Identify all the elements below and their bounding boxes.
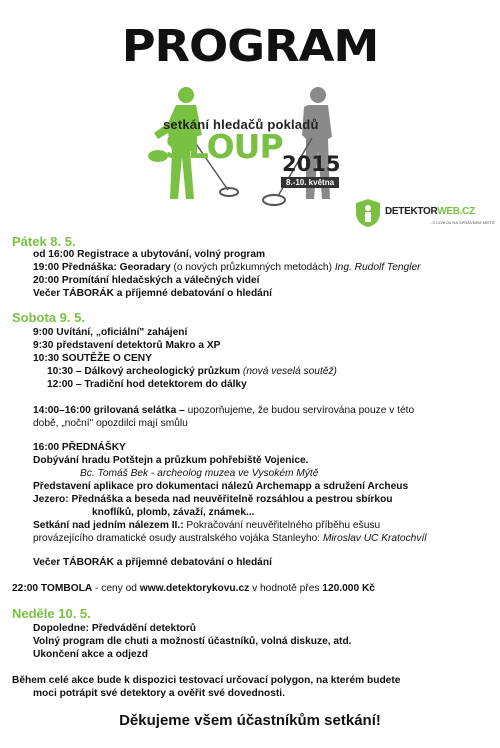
saturday-line-2: 9:30 představení detektorů Makro a XP <box>33 340 221 351</box>
saturday-line-4: 10:30 – Dálkový archeologický průzkum (nová veselá soutěž) <box>47 366 337 377</box>
saturday-line-3: 10:30 SOUTĚŽE O CENY <box>33 353 152 364</box>
saturday-line-12: Jezero: Přednáška a beseda nad neuvěřitelně rozsáhlou a pestrou sbírkou <box>33 494 393 505</box>
day-heading-saturday: Sobota 9. 5. <box>12 310 85 325</box>
day-heading-friday: Pátek 8. 5. <box>12 234 76 249</box>
page-title: PROGRAM <box>121 21 379 72</box>
saturday-line-11: Představení aplikace pro dokumentaci nálezů Archemapp a sdružení Archeus <box>33 481 409 492</box>
day-heading-sunday: Neděle 10. 5. <box>12 606 91 621</box>
saturday-line-13: knoflíků, plomb, závaží, známek... <box>92 507 255 518</box>
saturday-line-15: provázejícího dramatické osudy australského vojáka Stanleyho: Miroslav UC Kratochvíl <box>33 533 427 544</box>
thanks-message: Děkujeme všem účastníkům setkání! <box>119 712 381 729</box>
saturday-line-6: 14:00–16:00 grilovaná selátka – upozorňujeme, že budou servírována pouze v této <box>33 405 415 416</box>
friday-line-4: Večer TÁBORÁK a příjemné debatování o hledání <box>33 288 272 299</box>
note-line-2: moci potrápit své detektory a ověřit své dovednosti. <box>33 688 285 699</box>
event-year: 2015 <box>282 152 341 176</box>
event-name: SLOUP <box>165 127 283 166</box>
saturday-line-9: Dobývání hradu Potštejn a průzkum pohřebiště Vojenice. <box>33 455 309 466</box>
tombola-line: 22:00 TOMBOLA - ceny od www.detektorykovu.cz v hodnotě přes 120.000 Kč <box>12 583 375 594</box>
brand-name-part1: DETEKTOR <box>385 206 438 217</box>
sunday-line-1: Dopoledne: Předvádění detektorů <box>33 623 197 634</box>
sunday-line-2: Volný program dle chuti a možností účastníků, volná diskuze, atd. <box>33 636 352 647</box>
brand-tagline: ...S CIVKOU NA SPRÁVNÉM MÍSTĚ <box>429 220 495 225</box>
saturday-line-5: 12:00 – Tradiční hod detektorem do dálky <box>47 379 247 390</box>
sponsor-link[interactable]: www.detektorykovu.cz <box>139 583 250 594</box>
saturday-line-16: Večer TÁBORÁK a příjemné debatování o hledání <box>33 557 272 568</box>
saturday-line-7: době, „noční" opozdilci mají smůlu <box>33 418 188 429</box>
friday-line-3: 20:00 Promítání hledačských a válečných videí <box>33 275 260 286</box>
event-subtitle: setkání hledačů pokladů <box>163 117 319 132</box>
brand-name-part2: WEB.CZ <box>437 206 475 217</box>
shield-icon <box>355 198 381 228</box>
detektorweb-logo <box>355 198 495 230</box>
saturday-line-14: Setkání nad jedním nálezem II.: Pokračování neuvěřitelného příběhu ešusu <box>33 520 381 531</box>
note-line-1: Během celé akce bude k dispozici testovací určovací polygon, na kterém budete <box>12 675 401 686</box>
saturday-line-1: 9:00 Uvítání, „oficiální" zahájení <box>33 327 188 338</box>
friday-line-1: od 16:00 Registrace a ubytování, volný program <box>33 249 266 260</box>
event-dates: 8.-10. května <box>281 177 339 188</box>
sunday-line-3: Ukončení akce a odjezd <box>33 649 148 660</box>
saturday-line-10: Bc. Tomáš Bek - archeolog muzea ve Vysokém Mýtě <box>80 468 319 479</box>
saturday-line-8: 16:00 PŘEDNÁŠKY <box>33 442 126 453</box>
friday-line-2: 19:00 Přednáška: Georadary (o nových průzkumných metodách) Ing. Rudolf Tengler <box>33 262 421 273</box>
